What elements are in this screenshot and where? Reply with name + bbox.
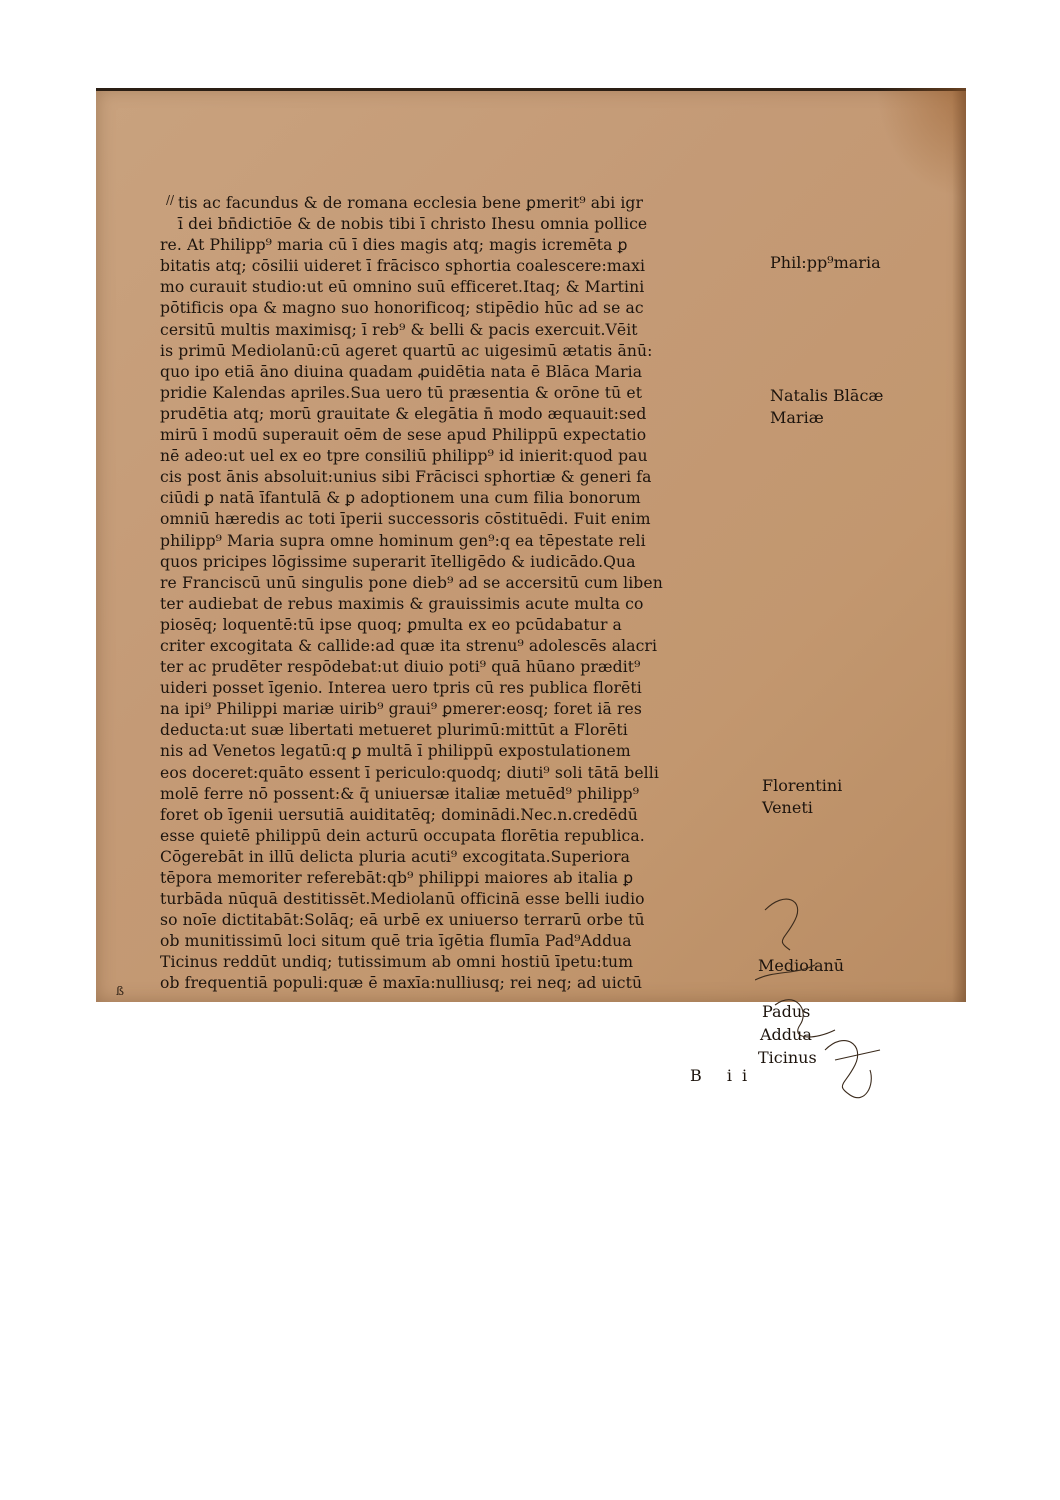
marginal-note-mediolanum: Mediolanū [758,956,845,975]
text-line: mo curauit studio:ut eū omnino suū efficeret.Itaq; & Martini [160,278,645,297]
marginal-note-philipp-maria: Phil:pp⁹maria [770,253,881,272]
text-line: nis ad Venetos legatū:q ꝑ multā ī philippū expostulationem [160,742,631,761]
text-line: esse quietē philippū dein acturū occupata florētia republica. [160,826,645,845]
text-line: ob frequentiā populi:quæ ē maxīa:nulliusq; rei neq; ad uictū [160,974,643,993]
text-line: quo ipo etiā āno diuina quadam ꝓuidētia nata ē Blāca Maria [160,362,643,381]
text-line: re. At Philipp⁹ maria cū ī dies magis atq; magis icremēta ꝑ [160,236,628,255]
text-line: na ipi⁹ Philippi mariæ uirib⁹ graui⁹ ꝑmerer:eosq; foret iā res [160,700,642,719]
text-line: tis ac facundus & de romana ecclesia bene ꝑmerit⁹ abi igr [178,194,644,212]
text-line: Cōgerebāt in illū delicta pluria acuti⁹ excogitata.Superiora [160,847,631,866]
page-right-edge [952,88,966,1002]
text-line: omniū hæredis ac toti īperii successoris cōstituēdi. Fuit enim [160,510,651,529]
text-line: ter ac prudēter respōdebat:ut diuio poti⁹ quā hūano prædit⁹ [160,658,641,677]
annotation-slash-mark: // [166,193,175,207]
page-top-edge [96,88,966,91]
marginal-note-padus: Padus [762,1002,811,1021]
text-line: so noīe dictitabāt:Solāq; eā urbē ex uniuerso terrarū orbe tū [160,911,645,930]
marginal-note-veneti: Veneti [762,798,813,817]
text-line: cersitū multis maximisq; ī reb⁹ & belli & pacis exercuit.Vēit [160,320,638,339]
marginal-note-natalis-blancae: Natalis Blācæ [770,386,884,405]
text-line: uideri posset īgenio. Interea uero tpris cū res publica florēti [160,679,642,698]
text-line: eos doceret:quāto essent ī periculo:quodq; diuti⁹ soli tātā belli [160,763,659,782]
text-line: molē ferre nō possent:& q̄ uniuersæ italiæ metuēd⁹ philipp⁹ [160,784,640,803]
text-line: quos pricipes lōgissime superarit ītelligēdo & iudicādo.Qua [160,552,636,571]
text-line: foret ob īgenii uersutiā auiditatēq; dominādi.Nec.n.credēdū [160,805,638,824]
text-line: ciūdi ꝑ natā īfantulā & ꝑ adoptionem una cum filia bonorum [160,489,641,508]
text-line: deducta:ut suæ libertati metueret plurimū:mittūt a Florēti [160,721,628,740]
text-line: bitatis atq; cōsilii uideret ī frācisco sphortia coalescere:maxi [160,257,646,276]
corner-mark: ß [116,984,125,998]
marginal-note-florentini: Florentini [762,776,843,795]
text-line: ī dei bn̄dictiōe & de nobis tibi ī christo Ihesu omnia pollice [178,215,648,234]
marginal-note-addua: Addua [760,1025,812,1044]
text-line: philipp⁹ Maria supra omne hominum gen⁹:q ea tēpestate reli [160,531,646,550]
text-line: pridie Kalendas apriles.Sua uero tū præsentia & orōne tū et [160,383,643,402]
text-line: tēpora memoriter referebāt:qb⁹ philippi maiores ab italia ꝑ [160,869,634,887]
text-line: pōtificis opa & magno suo honorificoq; stipēdio hūc ad se ac [160,299,644,318]
text-line: criter excogitata & callide:ad quæ ita strenu⁹ adolescēs alacri [160,636,658,655]
text-line: Ticinus reddūt undiq; tutissimum ab omni hostiū īpetu:tum [160,953,634,972]
signature-mark: B ii [690,1066,758,1085]
text-line: piosēq; loquentē:tū ipse quoq; ꝑmulta ex eo pcūdabatur a [160,615,622,634]
text-line: is primū Mediolanū:cū ageret quartū ac uigesimū ætatis ānū: [160,341,653,360]
text-line: ob munitissimū loci situm quē tria īgētia flumīa Pad⁹Addua [160,932,632,951]
text-line: ter audiebat de rebus maximis & grauissimis acute multa co [160,594,644,613]
marginal-note-ticinus: Ticinus [758,1048,817,1067]
text-line: re Franciscū unū singulis pone dieb⁹ ad se accersitū cum liben [160,573,663,592]
text-line: nē adeo:ut uel ex eo tpre consiliū philipp⁹ id inierit:quod pau [160,447,648,466]
text-line: turbāda nūquā destitissēt.Mediolanū officinā esse belli iudio [160,890,645,909]
text-line: cis post ānis absoluit:unius sibi Frācisci sphortiæ & generi fa [160,468,652,487]
text-line: mirū ī modū superauit oēm de sese apud Philippū expectatio [160,426,647,445]
marginal-note-mariae: Mariæ [770,408,824,427]
flourish-doodle [755,880,885,1110]
text-line: prudētia atq; morū grauitate & elegātia n̄ modo æquauit:sed [160,404,647,423]
body-text-block [160,193,770,995]
